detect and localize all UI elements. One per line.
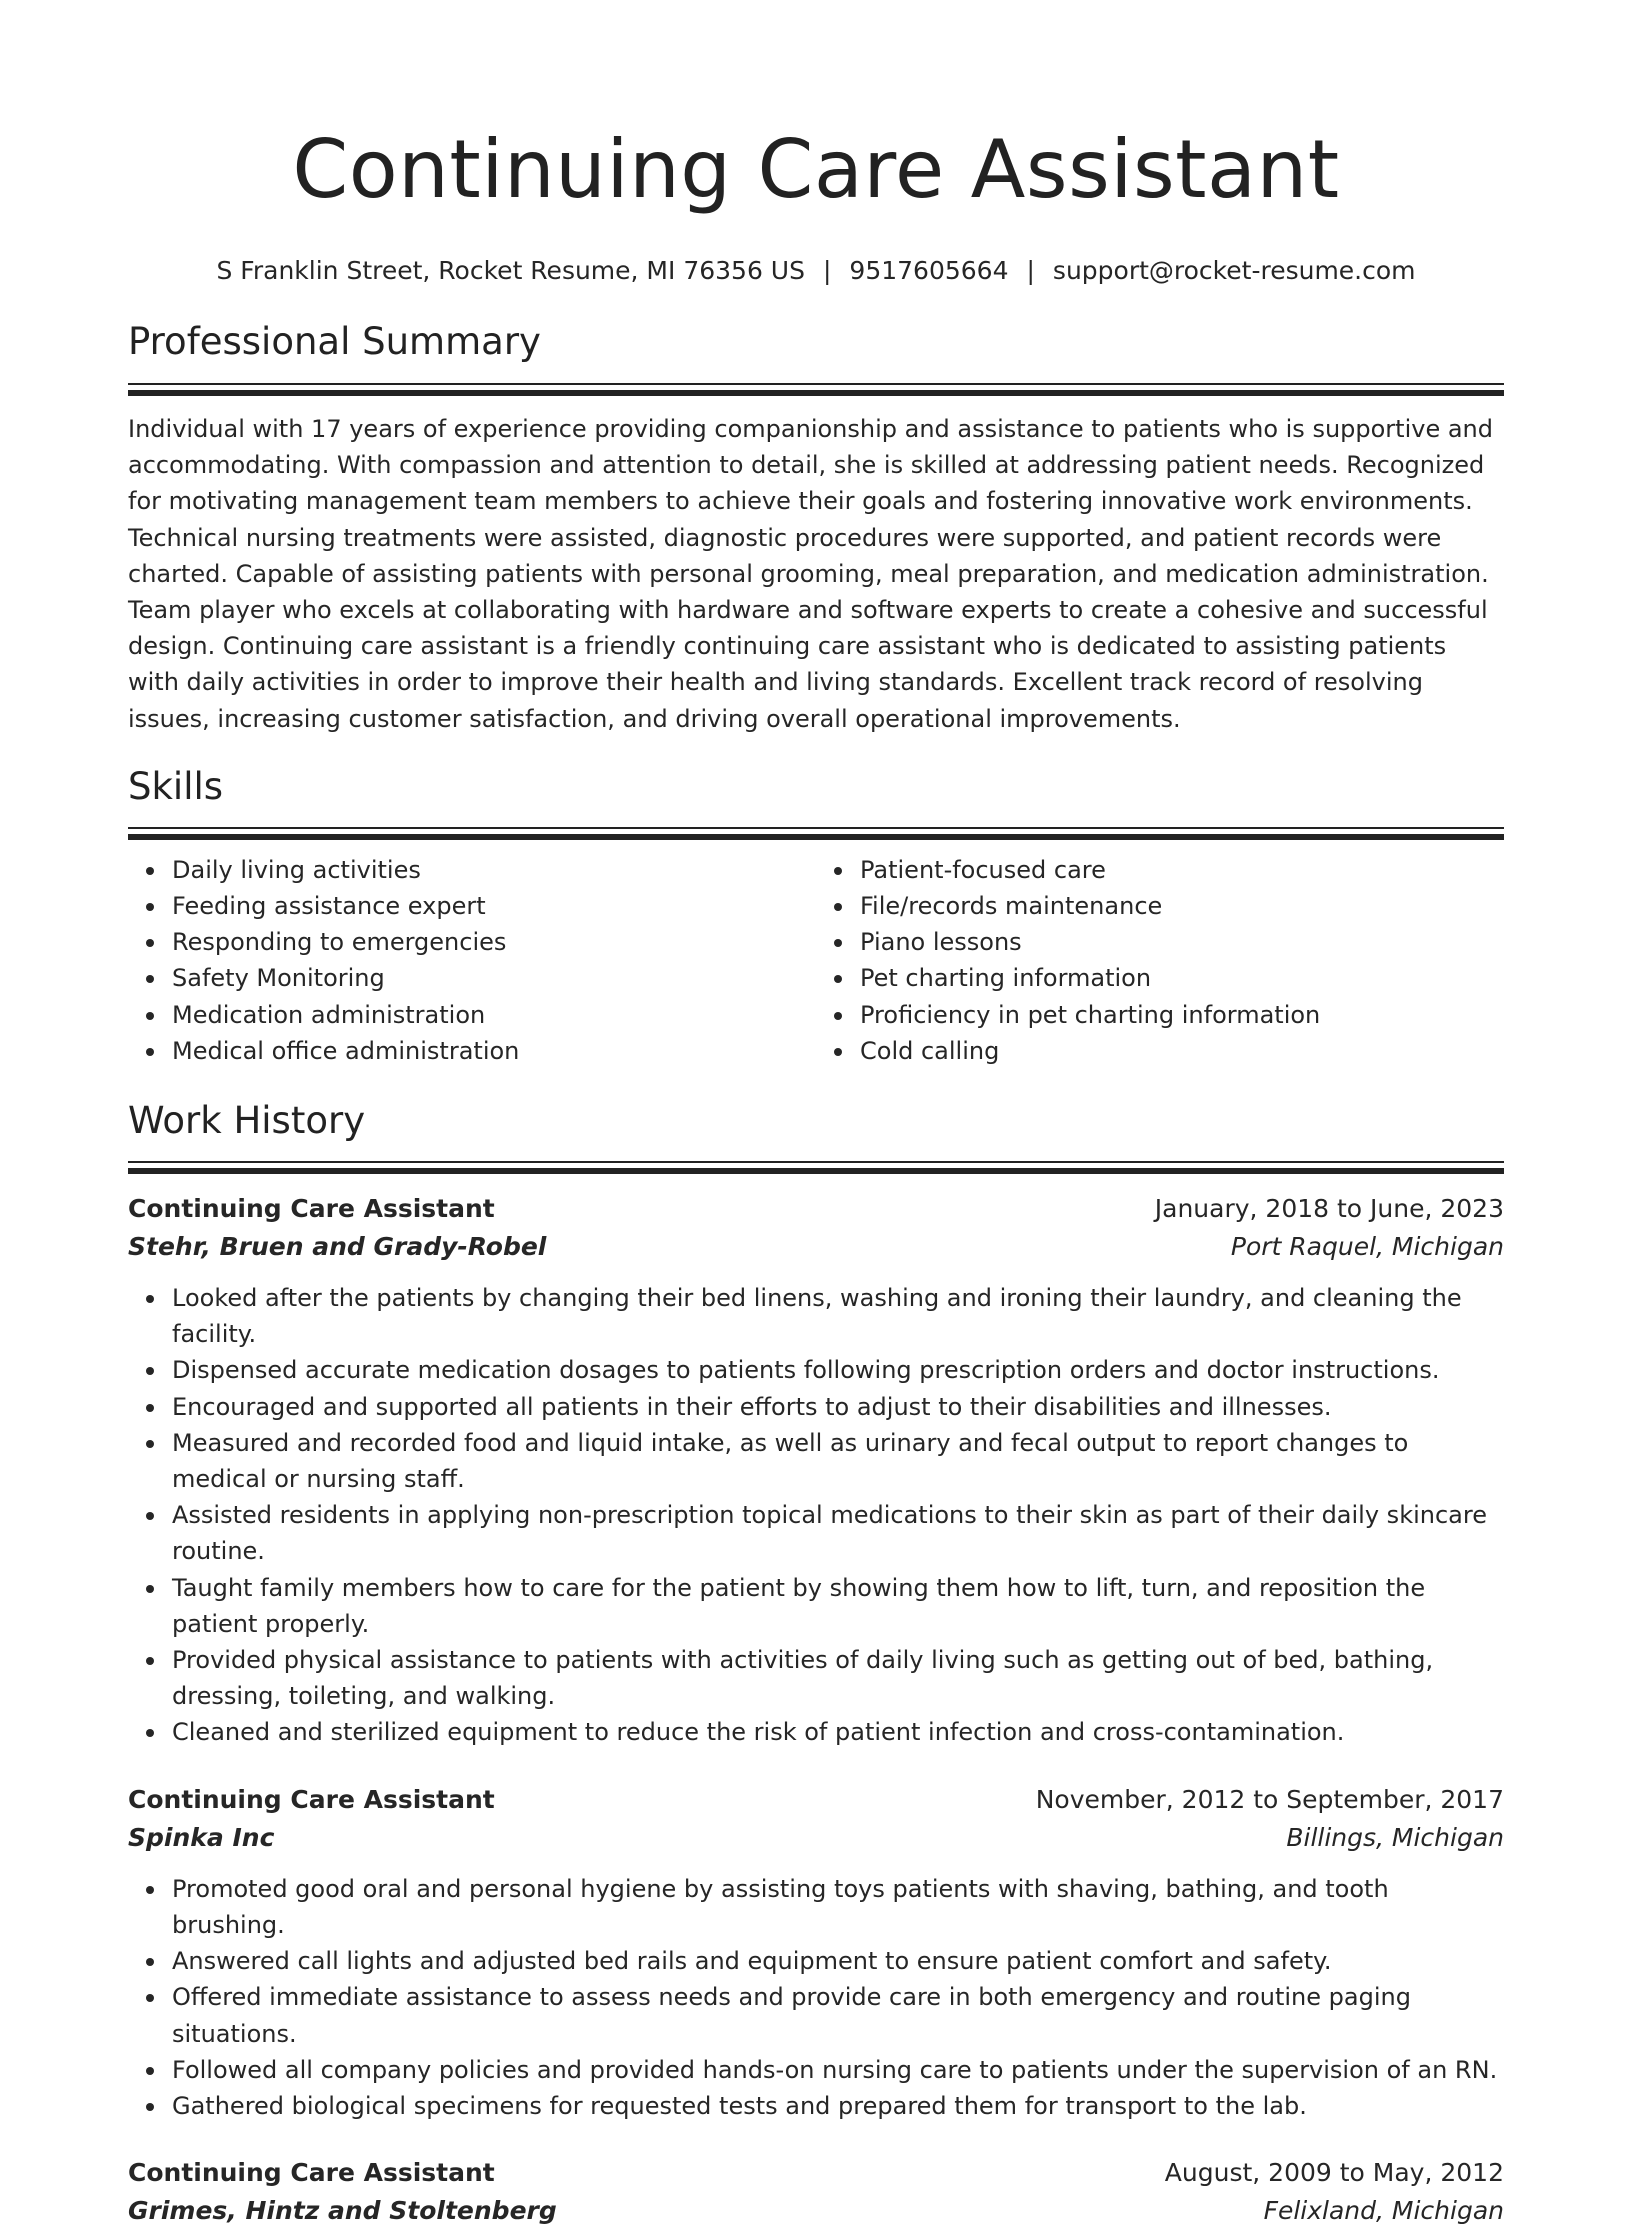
job-dates: January, 2018 to June, 2023 bbox=[1154, 1194, 1504, 1224]
contact-separator: | bbox=[822, 256, 832, 285]
contact-phone: 9517605664 bbox=[849, 256, 1009, 285]
contact-separator: | bbox=[1026, 256, 1035, 285]
skill-item: Feeding assistance expert bbox=[172, 888, 816, 924]
job-company: Spinka Inc bbox=[128, 1822, 275, 1852]
job-bullet: Provided physical assistance to patients with activities of daily living such as getting out of bed, bathing, dressing, toileting, and walking. bbox=[172, 1642, 1504, 1714]
job-entry bbox=[128, 1781, 1504, 2124]
job-bullet: Encouraged and supported all patients in their efforts to adjust to their disabilities and illnesses. bbox=[172, 1389, 1504, 1425]
job-bullet: Taught family members how to care for the patient by showing them how to lift, turn, and reposition the patient properly. bbox=[172, 1570, 1504, 1642]
skill-item: Responding to emergencies bbox=[172, 924, 816, 960]
skill-item: File/records maintenance bbox=[860, 888, 1504, 924]
job-company-row bbox=[128, 1819, 1504, 1857]
skill-item: Medical office administration bbox=[172, 1033, 816, 1069]
job-location: Port Raquel, Michigan bbox=[1230, 1232, 1504, 1262]
job-bullets bbox=[128, 1280, 1504, 1751]
contact-address: S Franklin Street, Rocket Resume, MI 76356 US bbox=[216, 256, 805, 285]
work-history-heading: Work History bbox=[128, 1099, 366, 1143]
job-header-row bbox=[128, 2154, 1504, 2192]
contact-email: support@rocket-resume.com bbox=[1052, 256, 1416, 285]
contact-line bbox=[128, 254, 1504, 288]
job-company: Grimes, Hintz and Stoltenberg bbox=[128, 2196, 557, 2226]
skills-section bbox=[128, 763, 1504, 1069]
job-location: Felixland, Michigan bbox=[1263, 2196, 1504, 2226]
job-header-row bbox=[128, 1190, 1504, 1228]
skills-column-left bbox=[128, 852, 816, 1069]
job-bullet: Followed all company policies and provided hands-on nursing care to patients under the supervision of an RN. bbox=[172, 2052, 1504, 2088]
job-bullet: Looked after the patients by changing their bed linens, washing and ironing their laundry, and cleaning the facility. bbox=[172, 1280, 1504, 1352]
summary-section bbox=[128, 318, 1504, 737]
skill-item: Pet charting information bbox=[860, 960, 1504, 996]
skill-item: Medication administration bbox=[172, 997, 816, 1033]
skill-item: Patient-focused care bbox=[860, 852, 1504, 888]
skill-item: Cold calling bbox=[860, 1033, 1504, 1069]
summary-text: Individual with 17 years of experience providing companionship and assistance to patients who is supportive and accommodating. With compassion and attention to detail, she is skilled at addressing patient needs. Recognized for motivating management team members to achieve their goals and fostering innovative work environments. Technical nursing treatments were assisted, diagnostic procedures were supported, and patient records were charted. Capable of assisting patients with personal grooming, meal preparation, and medication administration. Team player who excels at collaborating with hardware and software experts to create a cohesive and successful design. Continuing care assistant is a friendly continuing care assistant who is dedicated to assisting patients with daily activities in order to improve their health and living standards. Excellent track record of resolving issues, increasing customer satisfaction, and driving overall operational improvements. bbox=[128, 415, 1493, 733]
job-bullets bbox=[128, 1871, 1504, 2124]
section-divider-thin bbox=[128, 383, 1504, 385]
job-bullet: Measured and recorded food and liquid intake, as well as urinary and fecal output to report changes to medical or nursing staff. bbox=[172, 1425, 1504, 1497]
skills-heading: Skills bbox=[128, 764, 224, 808]
job-bullet: Cleaned and sterilized equipment to reduce the risk of patient infection and cross-contamination. bbox=[172, 1714, 1504, 1750]
skill-item: Safety Monitoring bbox=[172, 960, 816, 996]
job-header-row bbox=[128, 1781, 1504, 1819]
job-company-row bbox=[128, 1228, 1504, 1266]
skills-grid bbox=[128, 852, 1504, 1069]
job-bullet: Gathered biological specimens for requested tests and prepared them for transport to the lab. bbox=[172, 2088, 1504, 2124]
job-bullet: Assisted residents in applying non-prescription topical medications to their skin as part of their daily skincare routine. bbox=[172, 1497, 1504, 1569]
job-title: Continuing Care Assistant bbox=[128, 1784, 495, 1814]
job-title: Continuing Care Assistant bbox=[128, 2158, 495, 2188]
job-bullet: Promoted good oral and personal hygiene by assisting toys patients with shaving, bathing, and tooth brushing. bbox=[172, 1871, 1504, 1943]
skill-item: Daily living activities bbox=[172, 852, 816, 888]
section-divider-thin bbox=[128, 827, 1504, 829]
section-divider-thick bbox=[128, 1168, 1504, 1174]
job-entry bbox=[128, 1190, 1504, 1751]
job-entry bbox=[128, 2154, 1504, 2230]
job-company: Stehr, Bruen and Grady-Robel bbox=[128, 1232, 547, 1262]
section-divider-thin bbox=[128, 1161, 1504, 1163]
job-dates: November, 2012 to September, 2017 bbox=[1035, 1784, 1504, 1814]
skills-column-right bbox=[816, 852, 1504, 1069]
job-location: Billings, Michigan bbox=[1286, 1822, 1504, 1852]
resume-title: Continuing Care Assistant bbox=[292, 123, 1340, 216]
skill-item: Piano lessons bbox=[860, 924, 1504, 960]
job-company-row bbox=[128, 2192, 1504, 2230]
summary-heading: Professional Summary bbox=[128, 320, 541, 363]
job-bullet: Answered call lights and adjusted bed rails and equipment to ensure patient comfort and safety. bbox=[172, 1943, 1504, 1979]
job-title: Continuing Care Assistant bbox=[128, 1194, 495, 1224]
job-bullet: Dispensed accurate medication dosages to patients following prescription orders and doctor instructions. bbox=[172, 1352, 1504, 1388]
job-bullet: Offered immediate assistance to assess needs and provide care in both emergency and routine paging situations. bbox=[172, 1979, 1504, 2051]
job-dates: August, 2009 to May, 2012 bbox=[1164, 2158, 1504, 2188]
work-history-section bbox=[128, 1097, 1504, 2230]
section-divider-thick bbox=[128, 390, 1504, 396]
section-divider-thick bbox=[128, 834, 1504, 840]
skill-item: Proficiency in pet charting information bbox=[860, 997, 1504, 1033]
